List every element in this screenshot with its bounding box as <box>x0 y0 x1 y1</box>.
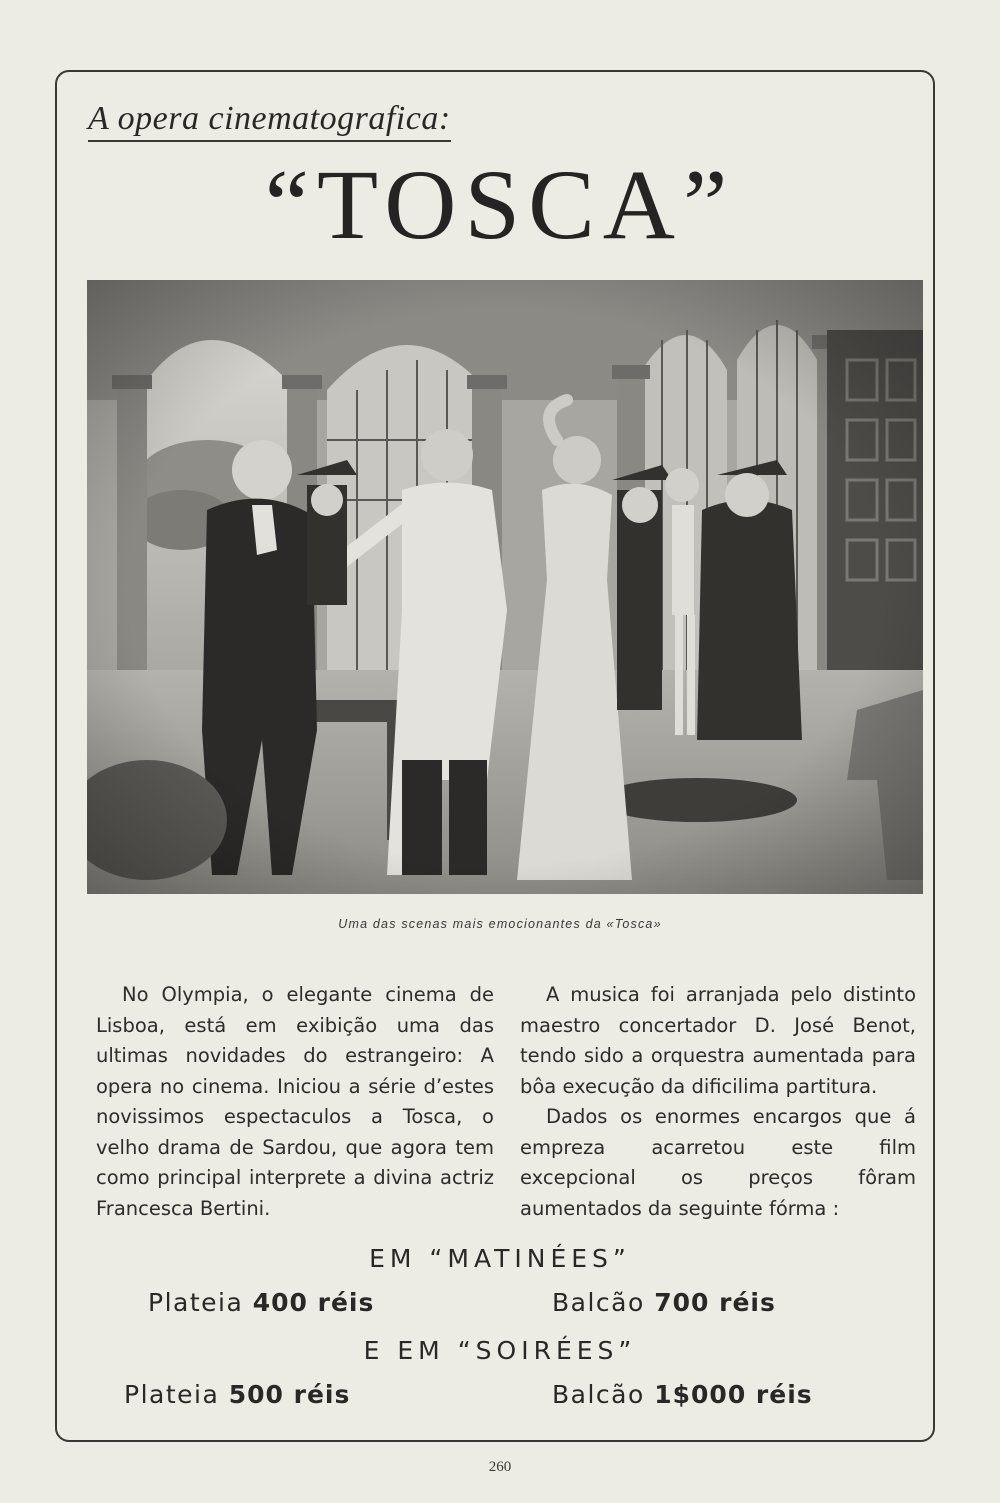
matinees-heading: EM “MATINÉES” <box>369 1244 631 1273</box>
seat-label: Balcão <box>552 1288 645 1317</box>
article-subtitle: A opera cinematografica: <box>88 100 451 142</box>
matinees-balcao-price <box>552 1288 776 1317</box>
paragraph: No Olympia, o elegante cinema de Lisboa, está em exibição uma das ultimas novidades do estrangeiro: A opera no cinema. Iniciou a série d’estes novissimos espectaculos a Tosca, o velho drama de Sardou, que agora tem como principal interprete a divina actriz Francesca Bertini. <box>96 983 494 1220</box>
page-number: 260 <box>488 1459 512 1475</box>
paragraph: Dados os enormes encargos que á empreza acarretou este film excepcional os preços fôram aumentados da seguinte fórma : <box>520 1105 916 1220</box>
article-title: “TOSCA” <box>264 149 736 260</box>
article-column-right <box>520 980 916 1224</box>
matinees-plateia-price <box>148 1288 374 1317</box>
seat-label: Plateia <box>148 1288 244 1317</box>
paragraph: A musica foi arranjada pelo distinto maestro concertador D. José Benot, tendo sido a orquestra aumentada para bôa execução da dificilima partitura. <box>520 983 916 1098</box>
price-value: 500 réis <box>228 1380 351 1409</box>
soirees-heading: E EM “SOIRÉES” <box>363 1336 637 1365</box>
seat-label: Balcão <box>552 1380 645 1409</box>
photo-caption: Uma das scenas mais emocionantes da «Tosca» <box>338 917 662 931</box>
seat-label: Plateia <box>124 1380 220 1409</box>
price-value: 700 réis <box>654 1288 776 1317</box>
scene-photograph <box>87 280 923 894</box>
price-value: 400 réis <box>252 1288 375 1317</box>
soirees-balcao-price <box>552 1380 813 1409</box>
soirees-plateia-price <box>124 1380 350 1409</box>
article-column-left <box>96 980 494 1224</box>
price-value: 1$000 réis <box>654 1380 813 1409</box>
